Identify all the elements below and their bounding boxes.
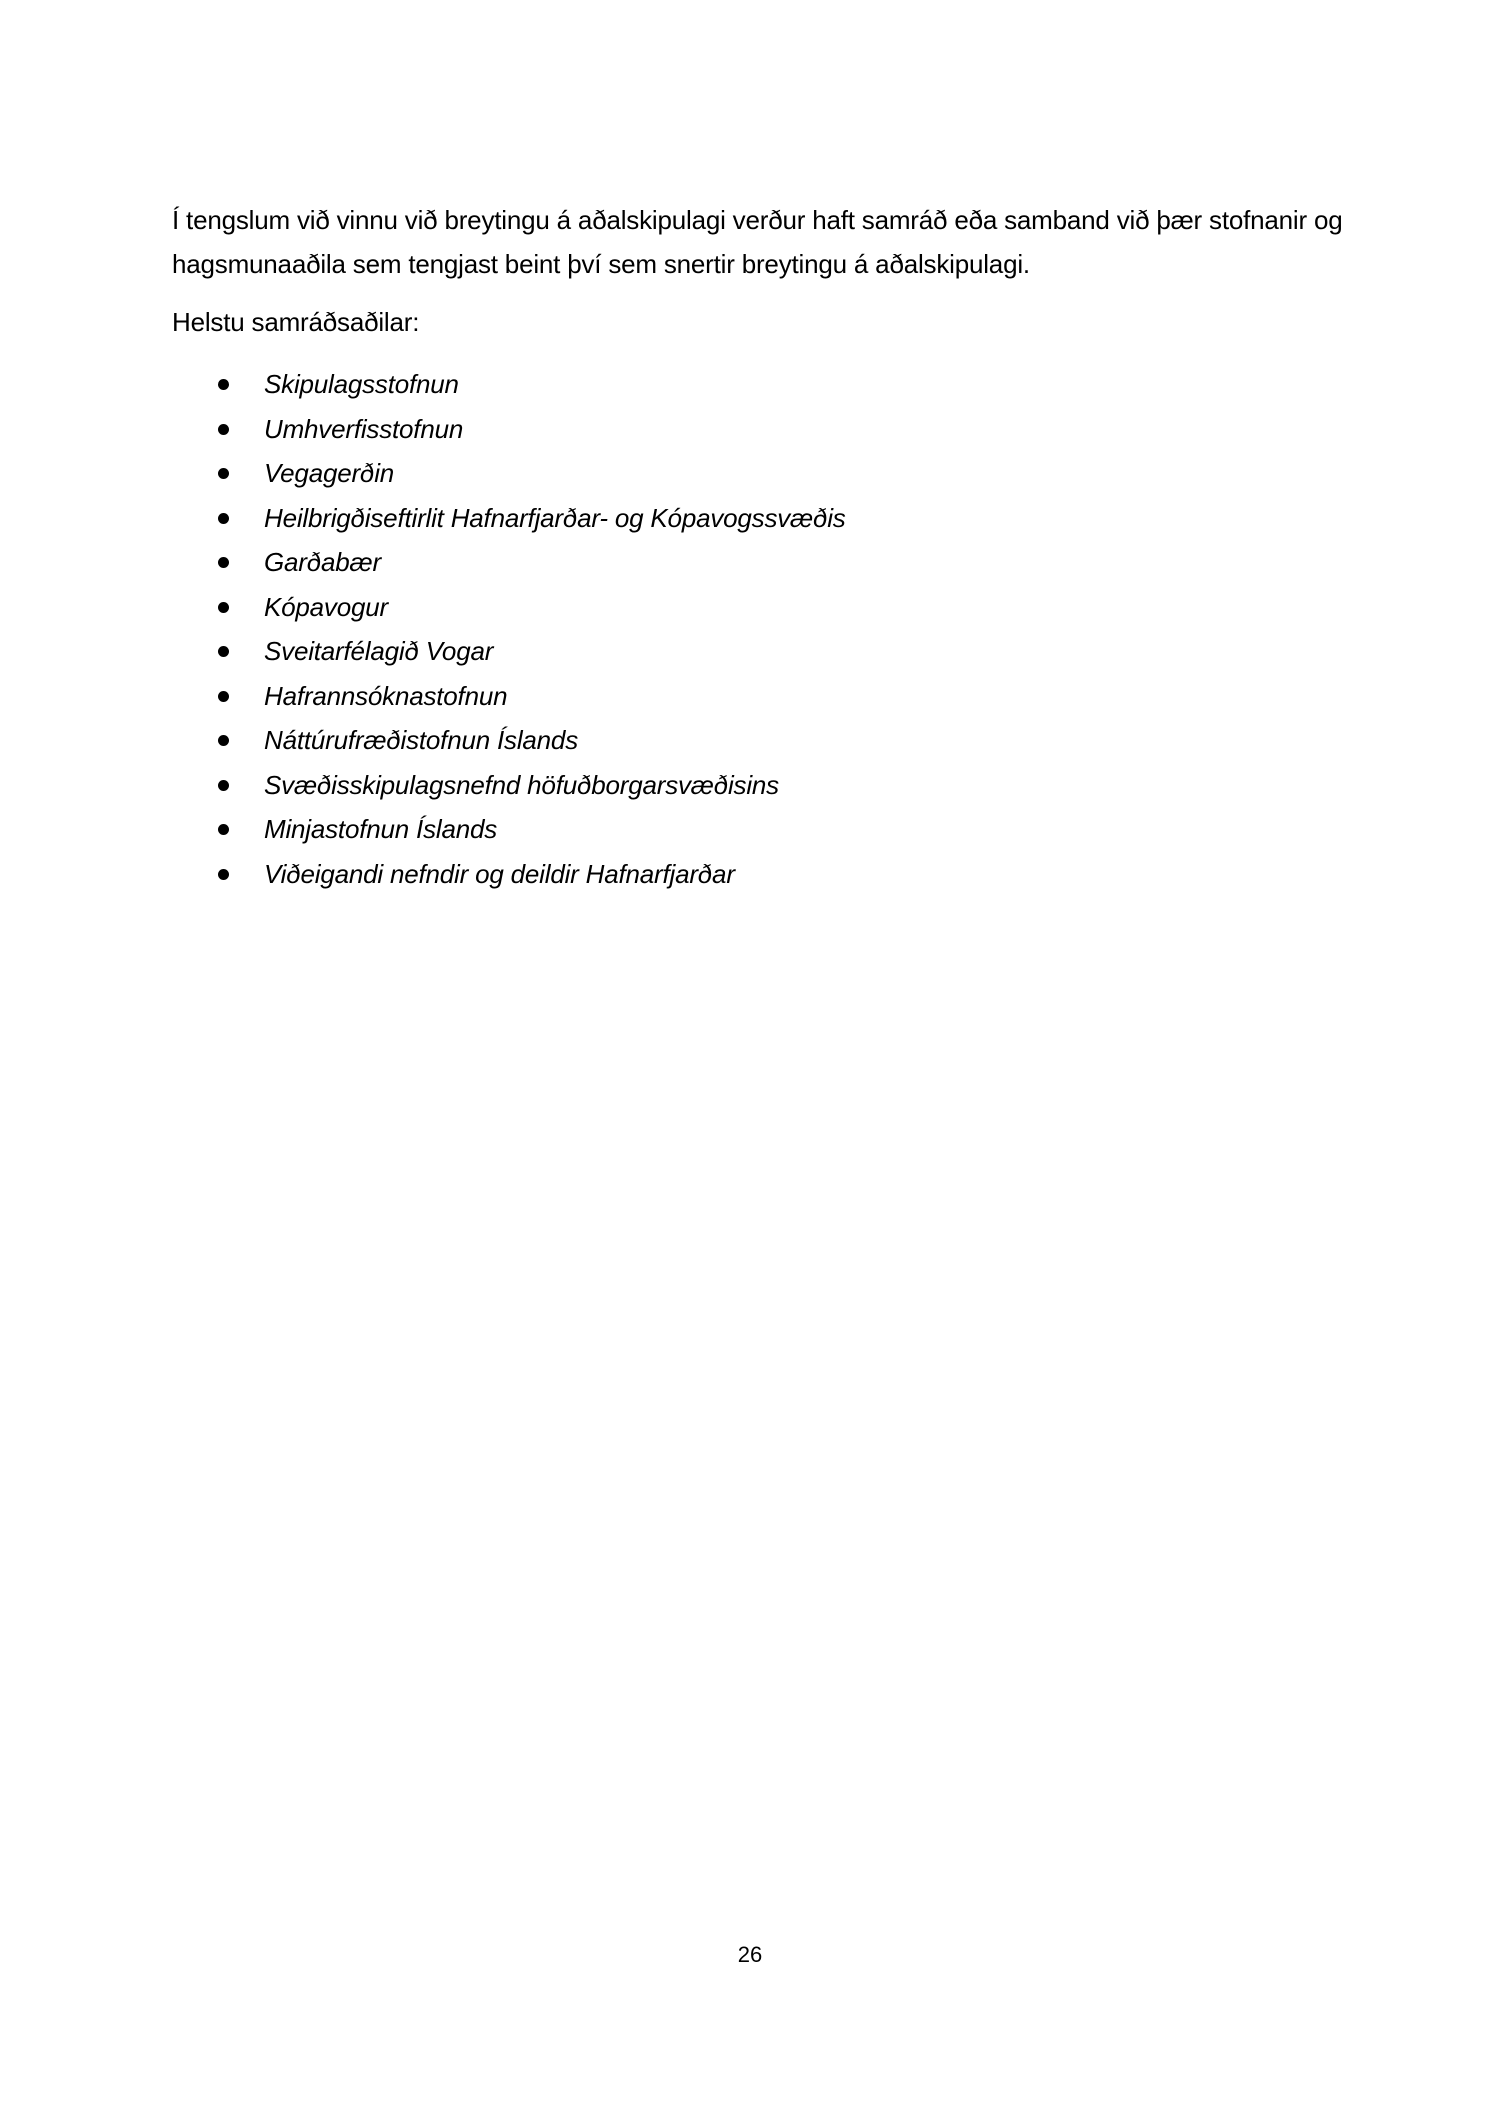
list-item-label: Vegagerðin [264,458,395,488]
page-content [172,198,1402,896]
list-item [172,718,1402,763]
list-item-label: Sveitarfélagið Vogar [264,636,494,666]
list-item [172,852,1402,897]
bullet-icon [218,557,229,568]
list-item [172,763,1402,808]
list-item-label: Skipulagsstofnun [264,369,459,399]
list-item [172,674,1402,719]
bullet-icon [218,735,229,746]
list-item [172,362,1402,407]
bullet-icon [218,468,229,479]
consultee-list [172,362,1402,896]
bullet-icon [218,424,229,435]
list-item-label: Heilbrigðiseftirlit Hafnarfjarðar- og Kópavogssvæðis [264,502,846,533]
bullet-icon [218,869,229,880]
list-item [172,451,1402,496]
list-item [172,407,1402,452]
list-heading: Helstu samráðsaðilar: [172,307,420,337]
list-item-label: Umhverfisstofnun [264,413,464,444]
bullet-icon [218,824,229,835]
list-item [172,807,1402,852]
list-item [172,585,1402,630]
list-item-label: Viðeigandi nefndir og deildir Hafnarfjarðar [264,858,735,889]
list-item [172,540,1402,585]
page-number: 26 [737,1942,763,1967]
bullet-icon [218,646,229,657]
list-item-label: Náttúrufræðistofnun Íslands [264,725,578,755]
list-item-label: Hafrannsóknastofnun [264,680,508,711]
list-item [172,496,1402,541]
intro-paragraph: Í tengslum við vinnu við breytingu á aðalskipulagi verður haft samráð eða samband við þær stofnanir og hagsmunaaðila sem tengjast beint því sem snertir breytingu á aðalskipulagi. [172,205,1343,279]
list-item-label: Svæðisskipulagsnefnd höfuðborgarsvæðisins [264,769,779,800]
bullet-icon [218,780,229,791]
list-item-label: Kópavogur [264,591,388,622]
list-item-label: Garðabær [264,547,381,577]
list-item [172,629,1402,674]
bullet-icon [218,602,229,613]
bullet-icon [218,513,229,524]
list-item-label: Minjastofnun Íslands [264,814,498,844]
bullet-icon [218,379,229,390]
bullet-icon [218,691,229,702]
